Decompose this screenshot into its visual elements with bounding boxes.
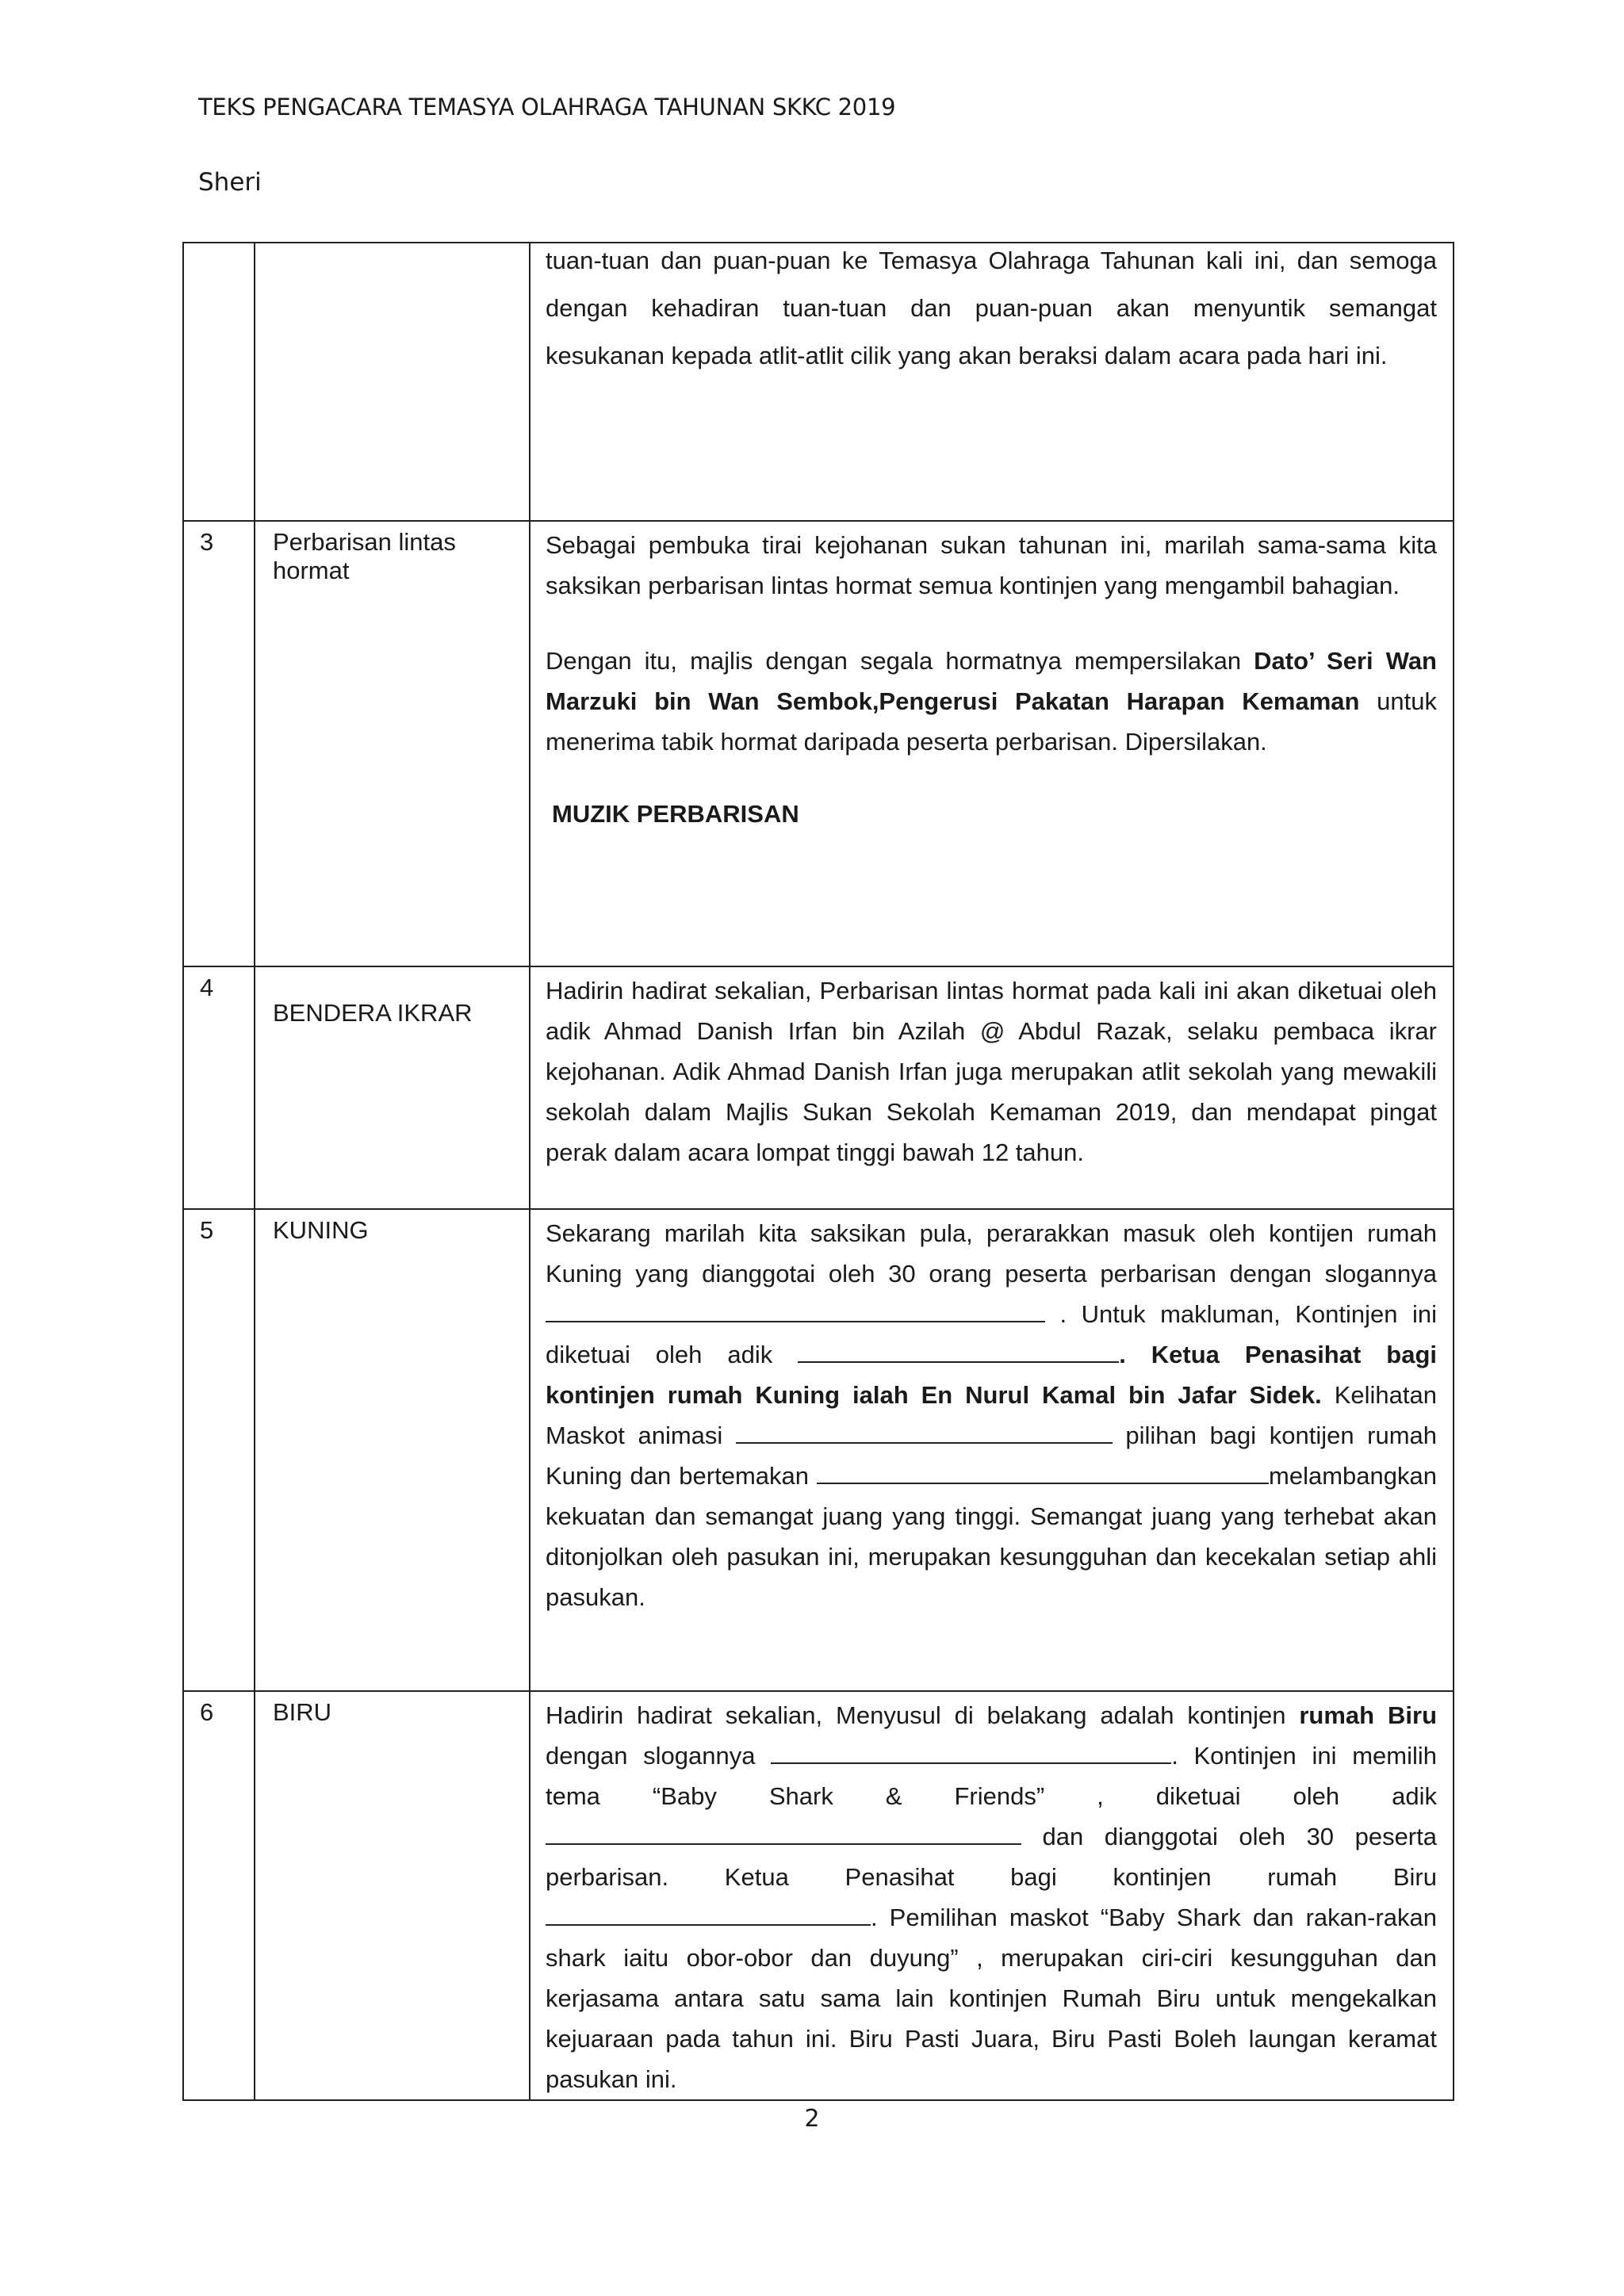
table-row: [183, 243, 1454, 521]
guest-name: Dato’ Seri Wan Marzuki bin Wan Sembok,Pengerusi Pakatan Harapan Kemaman: [546, 647, 1437, 715]
paragraph: Hadirin hadirat sekalian, Menyusul di belakang adalah kontinjen rumah Biru dengan slogannya . Kontinjen ini memilih tema “Baby Shark & Friends” , diketuai oleh adik dan dianggotai oleh 30 peserta perbarisan. Ketua Penasihat bagi kontinjen rumah Biru . Pemilihan maskot “Baby Shark dan rakan-rakan shark iaitu obor-obor dan duyung” , merupakan ciri-ciri kesungguhan dan kerjasama antara satu sama lain kontinjen Rumah Biru untuk mengekalkan kejuaraan pada tahun ini. Biru Pasti Juara, Biru Pasti Boleh laungan keramat pasukan ini.: [546, 1701, 1437, 2093]
fill-in-blank[interactable]: [546, 1897, 871, 1926]
fill-in-blank[interactable]: [546, 1294, 1045, 1322]
fill-in-blank[interactable]: [736, 1415, 1113, 1444]
table-row: [183, 966, 1454, 1209]
document-title: TEKS PENGACARA TEMASYA OLAHRAGA TAHUNAN SKKC 2019: [198, 94, 896, 121]
paragraph: Hadirin hadirat sekalian, Perbarisan lintas hormat pada kali ini akan diketuai oleh adik Ahmad Danish Irfan bin Azilah @ Abdul Razak, selaku pembaca ikrar kejohanan. Adik Ahmad Danish Irfan juga merupakan atlit sekolah yang mewakili sekolah dalam Majlis Sukan Sekolah Kemaman 2019, dan mendapat pingat perak dalam acara lompat tinggi bawah 12 tahun.: [546, 977, 1437, 1166]
page-number: 2: [804, 2105, 820, 2133]
paragraph: Sekarang marilah kita saksikan pula, perarakkan masuk oleh kontijen rumah Kuning yang dianggotai oleh 30 orang peserta perbarisan dengan slogannya . Untuk makluman, Kontinjen ini diketuai oleh adik . Ketua Penasihat bagi kontinjen rumah Kuning ialah En Nurul Kamal bin Jafar Sidek. Kelihatan Maskot animasi pilihan bagi kontijen rumah Kuning dan bertemakan melambangkan kekuatan dan semangat juang yang tinggi. Semangat juang yang terhebat akan ditonjolkan oleh pasukan ini, merupakan kesungguhan dan kecekalan setiap ahli pasukan.: [546, 1219, 1437, 1611]
paragraph: Dengan itu, majlis dengan segala hormatnya mempersilakan Dato’ Seri Wan Marzuki bin Wan Sembok,Pengerusi Pakatan Harapan Kemaman untuk menerima tabik hormat daripada peserta perbarisan. Dipersilakan.: [546, 647, 1437, 756]
row-label: BENDERA IKRAR: [255, 966, 530, 1209]
fill-in-blank[interactable]: [798, 1334, 1119, 1363]
fill-in-blank[interactable]: [546, 1816, 1021, 1845]
row-label: KUNING: [255, 1209, 530, 1691]
row-number: 4: [183, 966, 255, 1209]
paragraph: Sebagai pembuka tirai kejohanan sukan tahunan ini, marilah sama-sama kita saksikan perbarisan lintas hormat semua kontinjen yang mengambil bahagian.: [546, 531, 1437, 599]
table-row: [183, 1209, 1454, 1691]
section-heading: MUZIK PERBARISAN: [552, 800, 799, 828]
document-subtitle: Sheri: [198, 168, 262, 197]
row-label: Perbarisan lintas hormat: [255, 521, 530, 966]
paragraph: tuan-tuan dan puan-puan ke Temasya Olahraga Tahunan kali ini, dan semoga dengan kehadiran tuan-tuan dan puan-puan akan menyuntik semangat kesukanan kepada atlit-atlit cilik yang akan beraksi dalam acara pada hari ini.: [546, 247, 1437, 369]
fill-in-blank[interactable]: [817, 1456, 1269, 1484]
row-text: [530, 1209, 1454, 1691]
row-text: [530, 243, 1454, 521]
row-number: [183, 243, 255, 521]
row-text: [530, 521, 1454, 966]
row-number: 6: [183, 1691, 255, 2100]
row-label: [255, 243, 530, 521]
row-label: BIRU: [255, 1691, 530, 2100]
table-row: [183, 1691, 1454, 2100]
fill-in-blank[interactable]: [771, 1735, 1171, 1764]
script-table: [182, 242, 1454, 2101]
row-number: 3: [183, 521, 255, 966]
row-text: [530, 1691, 1454, 2100]
row-number: 5: [183, 1209, 255, 1691]
table-row: [183, 521, 1454, 966]
row-text: [530, 966, 1454, 1209]
